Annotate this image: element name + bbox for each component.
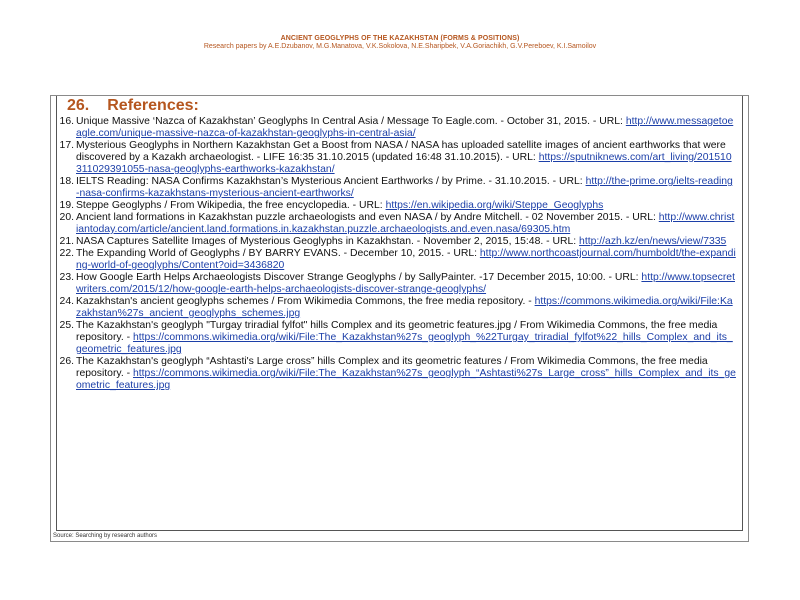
reference-text: NASA Captures Satellite Images of Mysterious Geoglyphs in Kazakhstan. - November 2, 2015, 15:48. - URL: [76, 236, 580, 247]
source-note: Source: Searching by research authors [53, 533, 158, 539]
reference-item [54, 140, 736, 176]
section-number: 26. [67, 97, 90, 114]
document-title: ANCIENT GEOGLYPHS OF THE KAZAKHSTAN (FORMS & POSITIONS) [280, 35, 520, 42]
reference-link[interactable]: http://www.messagetoeagle.com/unique-massive-nazca-of-kazakhstan-geoglyphs-in-central-asia/ [76, 116, 734, 139]
reference-link[interactable]: https://commons.wikimedia.org/wiki/File:Kazakhstan%27s_ancient_geoglyphs_schemes.jpg [76, 296, 733, 319]
reference-text: Ancient land formations in Kazakhstan puzzle archaeologists and even NASA / by Andre Mitchell. - 02 November 2015. - URL: [76, 212, 659, 223]
reference-text: IELTS Reading: NASA Confirms Kazakhstan’s Mysterious Ancient Earthworks / by Prime. - 31.10.2015. - URL: [76, 176, 586, 187]
section-title [67, 97, 199, 115]
reference-item [54, 248, 736, 272]
reference-item [54, 296, 736, 320]
reference-number: 19. [59, 200, 74, 211]
reference-item [54, 356, 736, 392]
reference-text: Unique Massive ‘Nazca of Kazakhstan’ Geoglyphs In Central Asia / Message To Eagle.com. - October 31, 2015. - URL: [76, 116, 626, 127]
reference-number: 26. [59, 356, 74, 367]
reference-item [54, 320, 736, 356]
reference-link[interactable]: https://en.wikipedia.org/wiki/Steppe_Geoglyphs [385, 200, 604, 211]
reference-link[interactable]: http://www.northcoastjournal.com/humboldt/the-expanding-world-of-geoglyphs/Content?oid=3436820 [76, 248, 736, 271]
references-frame [50, 95, 749, 542]
reference-item [54, 200, 736, 212]
reference-item [54, 116, 736, 140]
reference-link[interactable]: http://the-prime.org/ielts-reading-nasa-confirms-kazakhstans-mysterious-ancient-earthworks/ [76, 176, 733, 199]
reference-number: 22. [59, 248, 74, 259]
reference-link[interactable]: http://www.topsecretwriters.com/2015/12/how-google-earth-helps-archaeologists-discover-strange-geoglyphs/ [76, 272, 735, 295]
reference-text: The Kazakhstan's geoglyph “Ashtasti's Large cross” hills Complex and its geometric features / From Wikimedia Commons, the free media repository. - [76, 356, 708, 379]
reference-item [54, 176, 736, 200]
reference-number: 16. [59, 116, 74, 127]
reference-number: 18. [59, 176, 74, 187]
reference-link[interactable]: http://www.christiantoday.com/article/ancient.land.formations.in.kazakhstan.puzzle.archaeologists.and.even.nasa/69305.htm [76, 212, 735, 235]
document-authors: Research papers by A.E.Dzubanov, M.G.Manatova, V.K.Sokolova, N.E.Sharipbek, V.A.Goriachikh, G.V.Pereboev, K.I.Samoilov [203, 43, 597, 50]
reference-text: Steppe Geoglyphs / From Wikipedia, the free encyclopedia. - URL: [76, 200, 386, 211]
reference-number: 24. [59, 296, 74, 307]
reference-link[interactable]: https://commons.wikimedia.org/wiki/File:The_Kazakhstan%27s_geoglyph_%22Turgay_triradial_fylfot%22_hills_Complex_and_its_geometric_features.jpg [76, 332, 733, 355]
reference-text: Mysterious Geoglyphs in Northern Kazakhstan Get a Boost from NASA / NASA has uploaded satellite images of ancient earthworks that were discovered by a Kazakh archaeologist. - LIFE 16:35 31.10.2015 (updated 16:48 31.10.2015). - URL: [76, 140, 726, 163]
section-title-text: References: [107, 97, 199, 114]
reference-item [54, 272, 736, 296]
reference-text: Kazakhstan's ancient geoglyphs schemes / From Wikimedia Commons, the free media repository. - [76, 296, 535, 307]
reference-text: The Expanding World of Geoglyphs / BY BARRY EVANS. - December 10, 2015. - URL: [76, 248, 480, 259]
reference-link[interactable]: https://commons.wikimedia.org/wiki/File:The_Kazakhstan%27s_geoglyph_“Ashtasti%27s_Large_cross”_hills_Complex_and_its_geometric_features.jpg [76, 368, 736, 391]
reference-number: 25. [59, 320, 74, 331]
page-header [0, 35, 800, 50]
reference-number: 20. [59, 212, 74, 223]
reference-text: How Google Earth Helps Archaeologists Discover Strange Geoglyphs / by SallyPainter. -17 December 2015, 10:00. - URL: [76, 272, 642, 283]
reference-number: 23. [59, 272, 74, 283]
reference-number: 17. [59, 140, 74, 151]
reference-item [54, 236, 736, 248]
reference-link[interactable]: https://sputniknews.com/art_living/201510311029391055-nasa-geoglyphs-earthworks-kazakhstan/ [76, 152, 732, 175]
reference-item [54, 212, 736, 236]
reference-link[interactable]: http://azh.kz/en/news/view/7335 [579, 236, 727, 247]
reference-number: 21. [59, 236, 74, 247]
references-list [54, 116, 736, 392]
reference-text: The Kazakhstan's geoglyph "Turgay triradial fylfot" hills Complex and its geometric features.jpg / From Wikimedia Commons, the free media repository. - [76, 320, 718, 343]
